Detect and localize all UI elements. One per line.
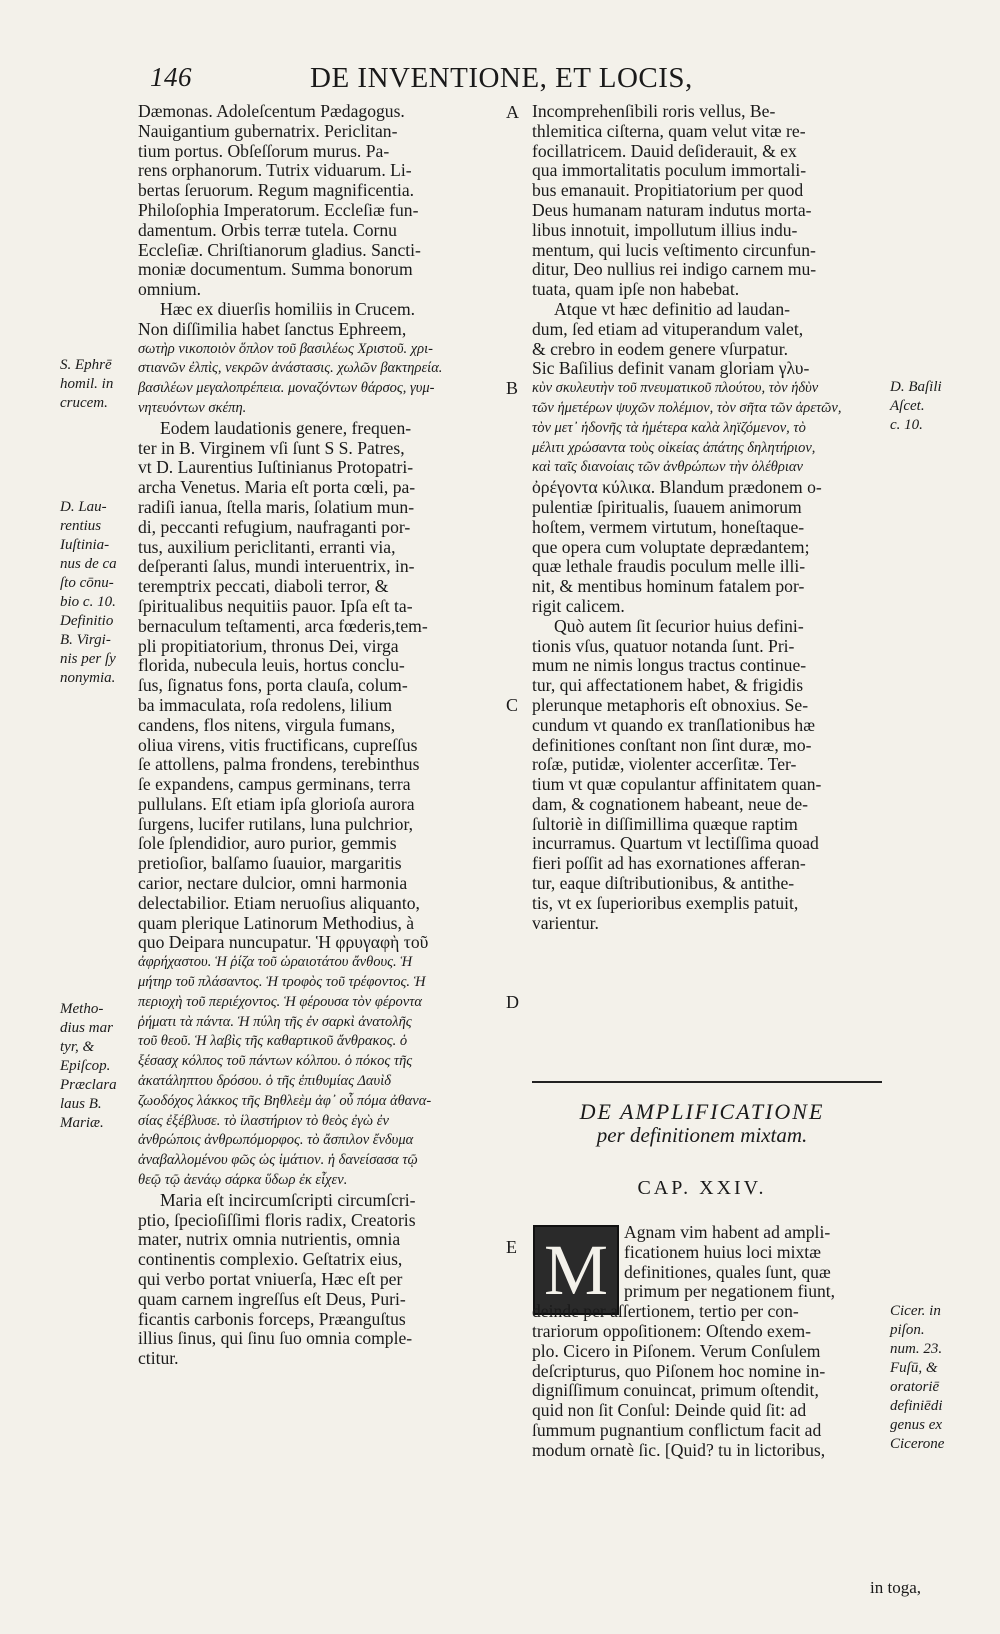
text-line: delectabilior. Etiam neruoſius aliquanto, xyxy=(138,893,420,913)
text-line: plo. Cicero in Piſonem. Verum Conſulem xyxy=(532,1341,821,1361)
margin-line: B. Virgi- xyxy=(60,632,111,648)
text-line: hoſtem, vermem virtutum, honeſtaque- xyxy=(532,517,805,537)
margin-line: D. Lau- xyxy=(60,499,107,515)
text-line: radiſi ianua, ſtella maris, ſolatium mun- xyxy=(138,497,415,517)
text-line: modum ornatè ſic. [Quid? tu in lictoribus, xyxy=(532,1440,826,1460)
margin-line: Mariæ. xyxy=(60,1115,104,1131)
text-line: Nauigantium gubernatrix. Periclitan- xyxy=(138,121,398,141)
margin-line: definiēdi xyxy=(890,1398,943,1414)
margin-line: Cicer. in xyxy=(890,1303,941,1319)
text-line: tium vt quæ copulantur affinitatem quan- xyxy=(532,775,822,795)
greek-line: στιανῶν ἐλπὶς, νεκρῶν ἀνάστασις. χωλῶν βακτηρεία. xyxy=(138,360,443,377)
text-line: Philoſophia Imperatorum. Eccleſiæ fun- xyxy=(138,200,419,220)
text-line: ſurgens, lucifer rutilans, luna pulchrior, xyxy=(138,814,414,834)
text-line: oliua virens, vitis fructificans, cupreſſus xyxy=(138,735,418,755)
section-divider xyxy=(532,1081,882,1083)
greek-line: περιοχὴ τοῦ περιέχοντος. Ἡ φέρουσα τὸν φέροντα xyxy=(138,993,423,1010)
text-line: tium portus. Obſeſſorum murus. Pa- xyxy=(138,141,390,161)
greek-line: ἀκατάληπτου δρόσου. ὁ τῆς ἐπιθυμίας Δαυὶδ xyxy=(138,1073,391,1090)
text-line: deſcripturus, quo Piſonem hoc nomine in- xyxy=(532,1361,826,1381)
text-line: cundum vt quando ex tranſlationibus hæ xyxy=(532,715,815,735)
text-line: pli propitiatorium, thronus Dei, virga xyxy=(138,636,399,656)
text-line: trariorum oppoſitionem: Oſtendo exem- xyxy=(532,1321,811,1341)
margin-line: Aſcet. xyxy=(890,398,925,414)
margin-line: bio c. 10. xyxy=(60,594,116,610)
text-line: ſummum pugnantium conflictum facit ad xyxy=(532,1420,822,1440)
text-line: qua immortalitatis poculum immortali- xyxy=(532,161,807,181)
text-line: Dæmonas. Adoleſcentum Pædagogus. xyxy=(138,102,405,121)
text-line: quæ lethale fraudis poculum melle illi- xyxy=(532,557,806,577)
text-line: definitiones conſtant non ſint duræ, mo- xyxy=(532,735,812,755)
text-line: nit, & mentibus hominum fatalem por- xyxy=(532,577,805,597)
greek-line: τῶν ἡμετέρων ψυχῶν πολέμιον, τὸν σῆτα τῶν ἀρετῶν, xyxy=(532,399,842,416)
section-letter-c: C xyxy=(506,695,519,715)
text-line: ſpiritualibus nequitiis pauor. Ipſa eſt ta- xyxy=(138,596,413,616)
text-line: thlemitica ciſterna, quam velut vitæ re- xyxy=(532,121,806,141)
text-line: mater, nutrix omnia nutrientis, omnia xyxy=(138,1230,401,1250)
text-line: Sic Baſilius definit vanam gloriam γλυ- xyxy=(532,359,810,379)
margin-line: ſto cōnu- xyxy=(60,575,114,591)
text-line: damentum. Orbis terræ tutela. Cornu xyxy=(138,220,397,240)
margin-line: c. 10. xyxy=(890,417,923,433)
margin-line: oratoriē xyxy=(890,1379,940,1395)
text-line: florida, nubecula leuis, hortus conclu- xyxy=(138,656,405,676)
text-line: tuata, quam ipſe non habebat. xyxy=(532,280,740,300)
text-line: deinde per aſſertionem, tertio per con- xyxy=(532,1302,799,1322)
greek-line: ῥήματι τὰ πάντα. Ἡ πύλη τῆς ἐν σαρκὶ ἀνατολῆς xyxy=(138,1013,412,1030)
text-line: mum ne nimis longus tractus continue- xyxy=(532,656,807,676)
text-line: ficantis carbonis forceps, Præanguſtus xyxy=(138,1309,406,1329)
margin-line: crucem. xyxy=(60,395,108,411)
margin-line: genus ex xyxy=(890,1417,943,1433)
margin-line: Fuſū, & xyxy=(890,1360,938,1376)
section-letter-a: A xyxy=(506,102,519,122)
text-line: plerunque metaphoris eſt obnoxius. Se- xyxy=(532,695,809,715)
text-line: ſe expandens, campus germinans, terra xyxy=(138,775,411,795)
text-line: tur, qui affectationem habet, & frigidis xyxy=(532,676,804,696)
greek-line: ἀφρήχαστου. Ἡ ῥίζα τοῦ ὡραιοτάτου ἄνθους. Ἡ xyxy=(138,954,413,971)
text-line: Hæc ex diuerſis homiliis in Crucem. xyxy=(160,299,416,319)
text-line: rigit calicem. xyxy=(532,596,625,616)
text-line: ditur, Deo nullius rei indigo carnem mu- xyxy=(532,260,817,280)
margin-line: tyr, & xyxy=(60,1039,95,1055)
margin-line: nonymia. xyxy=(60,670,116,686)
right-column xyxy=(532,102,880,933)
greek-line: μήτηρ τοῦ πλάσαντος. Ἡ τροφὸς τοῦ τρέφοντος. Ἡ xyxy=(138,974,426,991)
text-line: roſæ, putidæ, violenter accerſitæ. Ter- xyxy=(532,755,797,775)
text-line: continentis complexio. Geſtatrix eius, xyxy=(138,1250,403,1270)
margin-line: nis per ſy xyxy=(60,651,116,667)
greek-line: καὶ ταῖς διανοίαις τῶν ἀνθρώπων τὴν ὀλέθριαν xyxy=(532,459,803,476)
text-line: Agnam vim habent ad ampli- xyxy=(624,1223,831,1242)
text-line: tus, auxilium periclitanti, erranti via, xyxy=(138,537,396,557)
margin-line: piſon. xyxy=(890,1322,925,1338)
text-line: bus emanauit. Propitiatorium per quod xyxy=(532,181,804,201)
text-line: archa Venetus. Maria eſt porta cœli, pa- xyxy=(138,478,416,498)
text-line: moniæ documentum. Summa bonorum xyxy=(138,260,413,280)
text-line: deſperanti ſalus, mundi interuentrix, in- xyxy=(138,557,415,577)
text-line: tis, vt ex ſuperioribus exemplis patuit, xyxy=(532,893,799,913)
text-line: carior, nectare dulcior, omni harmonia xyxy=(138,874,408,894)
greek-line: μέλιτι χρώσαντα τοὺς οἰκείας ἀπάτης δηλητήριον, xyxy=(532,439,816,456)
text-line: ſole ſplendidior, auro purior, gemmis xyxy=(138,834,397,854)
margin-line: dius mar xyxy=(60,1020,113,1036)
text-line: pulentiæ ſpiritualis, ſuauem animorum xyxy=(532,497,802,517)
text-line: ptio, ſpecioſiſſimi floris radix, Creatoris xyxy=(138,1210,416,1230)
text-line: primum per negationem fiunt, xyxy=(624,1282,836,1302)
greek-line: κὺν σκυλευτὴν τοῦ πνευματικοῦ πλούτου, τὸν ἡδὺν xyxy=(532,380,819,397)
text-line: ficationem huius loci mixtæ xyxy=(624,1242,821,1262)
text-line: quo Deipara nuncupatur. Ἡ φρυγαφὴ τοῦ xyxy=(138,933,429,953)
text-line: Deus humanam naturam indutus morta- xyxy=(532,200,812,220)
section-letter-d: D xyxy=(506,992,519,1012)
running-title: DE INVENTIONE, ET LOCIS, xyxy=(310,62,693,94)
text-line: ba immaculata, roſa redolens, lilium xyxy=(138,695,393,715)
section-letter-e: E xyxy=(506,1237,517,1257)
margin-line: D. Baſili xyxy=(890,379,942,395)
greek-line: ἀνθρώποις ἀνθρωπόμορφος. τὸ ἄσπιλον ἔνδυμα xyxy=(138,1132,414,1149)
greek-line: ξέσασχ κόλπος τοῦ πάντων κόλπου. ὁ πόκος τῆς xyxy=(138,1053,413,1070)
margin-line: Præclara xyxy=(60,1077,117,1093)
text-line: Maria eſt incircumſcripti circumſcri- xyxy=(160,1190,416,1210)
greek-line: ἀναβαλλομένου φῶς ὡς ἱμάτιον. ἡ δανείσασα τῷ xyxy=(138,1152,418,1169)
text-line: Eodem laudationis genere, frequen- xyxy=(160,418,412,438)
text-line: tur, eaque diſtributionibus, & antithe- xyxy=(532,874,795,894)
margin-note-cicero xyxy=(890,1302,944,1454)
margin-line: Definitio xyxy=(60,613,114,629)
text-line: libus innotuit, impollutum illius indu- xyxy=(532,220,798,240)
text-line: pullulans. Eſt etiam ipſa glorioſa aurora xyxy=(138,794,415,814)
margin-line: num. 23. xyxy=(890,1341,943,1357)
text-line: Quò autem ſit ſecurior huius defini- xyxy=(554,616,804,636)
text-line: qui verbo portat vniuerſa, Hæc eſt per xyxy=(138,1270,403,1290)
margin-line: Cicerone xyxy=(890,1436,945,1452)
text-line: dam, & cognationem habeant, neue de- xyxy=(532,794,809,814)
margin-line: rentius xyxy=(60,518,102,534)
text-line: & crebro in eodem genere vſurpatur. xyxy=(532,339,788,359)
section-title: DE AMPLIFICATIONE xyxy=(579,1099,825,1124)
greek-line: ζωοδόχος λάκκος τῆς Βηθλεὲμ ἀφ᾽ οὗ πόμα ἀθανα- xyxy=(138,1092,432,1109)
section-subtitle: per definitionem mixtam. xyxy=(596,1123,808,1147)
section-letter-b: B xyxy=(506,378,519,398)
chapter-number: CAP. XXIV. xyxy=(637,1177,767,1199)
text-line: Non diſſimilia habet ſanctus Ephreem, xyxy=(138,319,407,339)
greek-line: σωτὴρ νικοποιὸν ὅπλον τοῦ βασιλέως Χριστοῦ. χρι- xyxy=(138,340,433,357)
margin-note-ephrem xyxy=(60,356,113,413)
text-line: Eccleſiæ. Chriſtianorum gladius. Sancti- xyxy=(138,240,421,260)
text-line: pretioſior, balſamo ſuauior, margaritis xyxy=(138,854,402,874)
margin-line: Metho- xyxy=(60,1001,104,1017)
chapter-text xyxy=(532,1223,880,1461)
greek-line: τὸν μετ᾽ ἡδονῆς τὰ ἡμέτερα καλὰ ληϊζόμενον, τὸ xyxy=(532,419,806,436)
margin-line: S. Ephrē xyxy=(60,357,112,373)
text-line: fieri poſſit ad has exornationes afferan- xyxy=(532,854,806,874)
text-line: focillatricem. Dauid deſiderauit, & ex xyxy=(532,141,797,161)
margin-note-basilius xyxy=(890,378,942,435)
text-line: rens orphanorum. Tutrix viduarum. Li- xyxy=(138,161,412,181)
text-line: vt D. Laurentius Iuſtinianus Protopatri- xyxy=(138,458,414,478)
greek-line: νητευόντων σκέπη. xyxy=(138,399,247,416)
text-line: omnium. xyxy=(138,280,202,300)
margin-line: Iuſtinia- xyxy=(60,537,110,553)
catchword-line: in toga, xyxy=(870,1578,921,1597)
text-line: candens, flos nitens, virgula fumans, xyxy=(138,715,396,735)
left-column xyxy=(138,102,496,1369)
text-line: ſus, ſignatus fons, porta clauſa, colum- xyxy=(138,676,408,696)
text-line: bernaculum teſtamenti, arca fœderis,tem- xyxy=(138,616,428,636)
text-line: ctitur. xyxy=(138,1349,179,1369)
text-line: definitiones, quales ſunt, quæ xyxy=(624,1262,831,1282)
greek-line: θεῷ τῷ ἀενάῳ σάρκα ὕδωρ ἐκ εἶχεν. xyxy=(138,1172,348,1189)
running-header xyxy=(150,62,890,98)
margin-line: Epiſcop. xyxy=(60,1058,111,1074)
text-line: que opera cum voluptate deprædantem; xyxy=(532,537,810,557)
margin-line: laus B. xyxy=(60,1096,102,1112)
margin-line: homil. in xyxy=(60,376,114,392)
margin-note-methodius xyxy=(60,1000,117,1133)
text-line: illius ſinus, qui ſinu ſuo omnia comple- xyxy=(138,1329,413,1349)
text-line: tionis vſus, quatuor notanda ſunt. Pri- xyxy=(532,636,795,656)
greek-line: τοῦ θεοῦ. Ἡ λαβὶς τῆς καθαρτικοῦ ἄνθρακος. ὁ xyxy=(138,1033,408,1050)
text-line: bertas ſeruorum. Regum magnificentia. xyxy=(138,181,415,201)
text-line: quam carnem ingreſſus eſt Deus, Puri- xyxy=(138,1289,406,1309)
text-line: dum, ſed etiam ad vituperandum valet, xyxy=(532,319,804,339)
text-line: ὀρέγοντα κύλικα. Blandum prædonem o- xyxy=(532,478,822,498)
greek-line: σίας ἐξέβλυσε. τὸ ἱλαστήριον τὸ θεὸς ἐγὼ ἐν xyxy=(138,1112,389,1129)
text-line: quid non ſit Conſul: Deinde quid ſit: ad xyxy=(532,1401,807,1421)
text-line: quam plerique Latinorum Methodius, à xyxy=(138,913,415,933)
greek-line: βασιλέων μεγαλοπρέπεια. μοναζόντων θάρσος, γυμ- xyxy=(138,380,435,397)
text-line: teremptrix peccati, diaboli terror, & xyxy=(138,577,389,597)
text-line: mentum, qui lucis veſtimento circunfun- xyxy=(532,240,816,260)
page-number: 146 xyxy=(150,62,192,92)
text-line: ter in B. Virginem vſi ſunt S S. Patres, xyxy=(138,438,405,458)
margin-line: nus de ca xyxy=(60,556,117,572)
text-line: varientur. xyxy=(532,913,599,933)
drop-cap: M xyxy=(533,1225,619,1315)
text-line: ſe attollens, palma frondens, terebinthus xyxy=(138,755,420,775)
text-line: Incomprehenſibili roris vellus, Be- xyxy=(532,102,776,121)
text-line: digniſſimum conuincat, primum oſtendit, xyxy=(532,1381,819,1401)
text-line: di, peccanti refugium, naufraganti por- xyxy=(138,517,411,537)
text-line: ſultoriè in diſſimillima quæque raptim xyxy=(532,814,798,834)
text-line: incurramus. Quartum vt lectiſſima quoad xyxy=(532,834,819,854)
text-line: Atque vt hæc definitio ad laudan- xyxy=(554,299,790,319)
margin-note-laurentius xyxy=(60,498,117,688)
